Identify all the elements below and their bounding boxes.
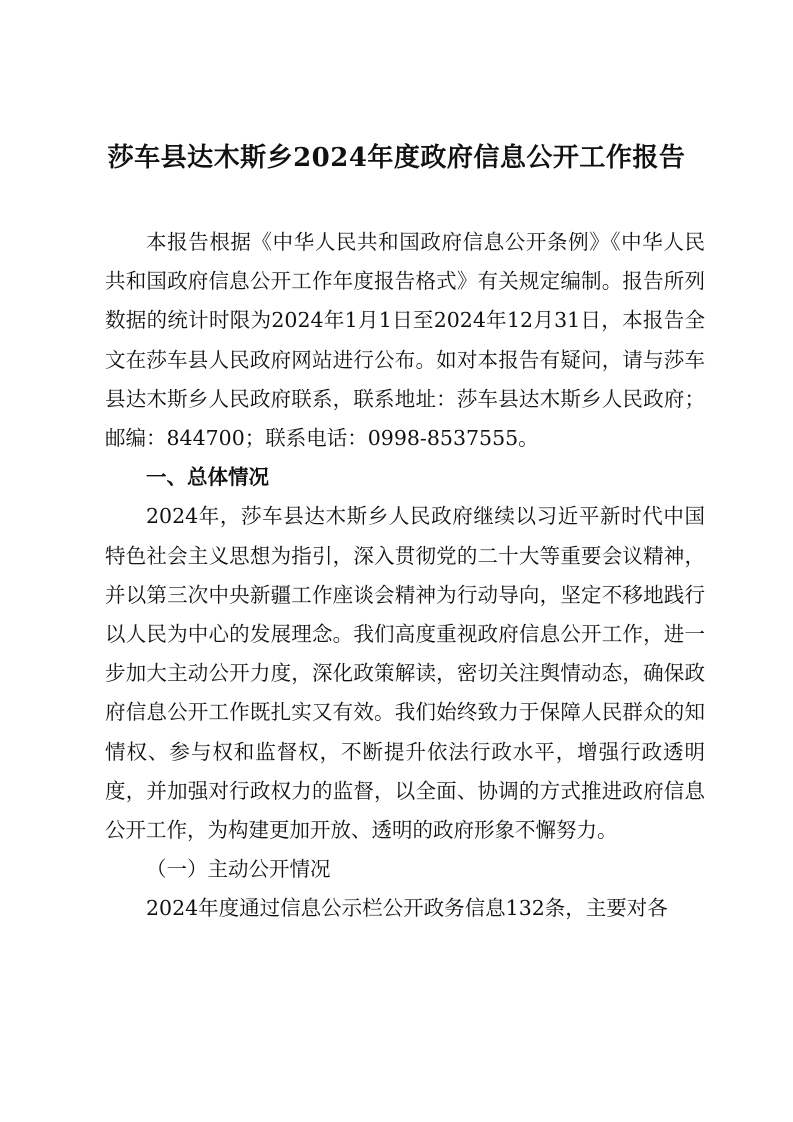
subsection-heading-active-disclosure: （一）主动公开情况 [146, 857, 331, 882]
document-body [105, 223, 705, 929]
intro-paragraph: 本报告根据《中华人民共和国政府信息公开条例》《中华人民共和国政府信息公开工作年度报告格式》有关规定编制。报告所列数据的统计时限为2024年1月1日至2024年12月31日，本报告全文在莎车县人民政府网站进行公布。如对本报告有疑问，请与莎车县达木斯乡人民政府联系，联系地址：莎车县达木斯乡人民政府；邮编：844700；联系电话：0998-8537555。 [105, 230, 705, 451]
active-disclosure-paragraph: 2024年度通过信息公示栏公开政务信息132条，主要对各 [146, 896, 668, 921]
overview-paragraph: 2024年，莎车县达木斯乡人民政府继续以习近平新时代中国特色社会主义思想为指引，深入贯彻党的二十大等重要会议精神，并以第三次中央新疆工作座谈会精神为行动导向，坚定不移地践行以人民为中心的发展理念。我们高度重视政府信息公开工作，进一步加大主动公开力度，深化政策解读，密切关注舆情动态，确保政府信息公开工作既扎实又有效。我们始终致力于保障人民群众的知情权、参与权和监督权，不断提升依法行政水平，增强行政透明度，并加强对行政权力的监督，以全面、协调的方式推进政府信息公开工作，为构建更加开放、透明的政府形象不懈努力。 [105, 504, 705, 843]
section-heading-overview: 一、总体情况 [146, 465, 269, 490]
document-title: 莎车县达木斯乡2024年度政府信息公开工作报告 [107, 143, 686, 173]
